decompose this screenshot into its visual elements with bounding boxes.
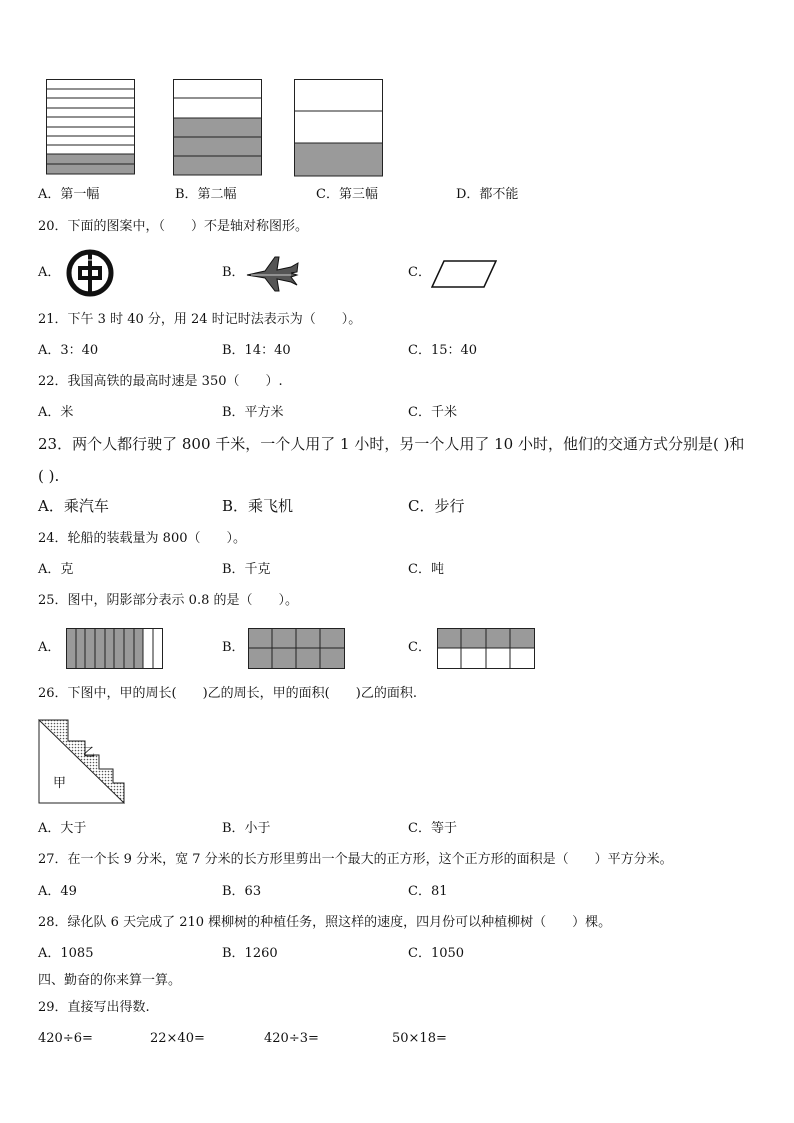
q26-figure [38, 719, 126, 805]
q27-option-a[interactable]: A．49 [38, 884, 77, 899]
parallelogram-icon [431, 260, 497, 288]
q23-stem-line1: 23．两个人都行驶了 800 千米，一个人用了 1 小时，另一个人用了 10 小时，他们的交通方式分别是( )和 [38, 435, 745, 453]
q26-label-yi: 乙 [83, 745, 96, 759]
q21-option-b[interactable]: B．14：40 [222, 343, 291, 358]
q25-option-c[interactable]: C． [408, 640, 431, 655]
q28-option-b[interactable]: B．1260 [222, 946, 278, 961]
q26-option-c[interactable]: C．等于 [408, 821, 457, 836]
q26-option-b[interactable]: B．小于 [222, 821, 271, 836]
q19-option-a[interactable]: A．第一幅 [38, 187, 100, 202]
q28-option-c[interactable]: C．1050 [408, 946, 465, 961]
q19-option-d[interactable]: D．都不能 [456, 187, 519, 202]
q27-stem: 27．在一个长 9 分米，宽 7 分米的长方形里剪出一个最大的正方形，这个正方形的面积是（ ）平方分米。 [38, 852, 673, 867]
q21-stem: 21．下午 3 时 40 分，用 24 时记时法表示为（ ）。 [38, 312, 362, 327]
q27-option-c[interactable]: C．81 [408, 884, 448, 899]
q23-option-c[interactable]: C．步行 [408, 497, 465, 515]
q25-figure-a [66, 628, 164, 670]
q29-item-1: 420÷6= [38, 1031, 93, 1046]
q28-option-a[interactable]: A．1085 [38, 946, 94, 961]
q20-option-a[interactable]: A． [38, 265, 61, 280]
q25-figure-c [437, 628, 536, 670]
q29-item-3: 420÷3= [264, 1031, 319, 1046]
q19-option-b[interactable]: B．第二幅 [175, 187, 237, 202]
bank-logo-icon [64, 248, 116, 298]
q19-figure-3 [294, 79, 384, 177]
q23-option-b[interactable]: B．乘飞机 [222, 497, 294, 515]
q25-option-a[interactable]: A． [38, 640, 61, 655]
q24-option-c[interactable]: C．吨 [408, 562, 444, 577]
q20-option-c[interactable]: C． [408, 265, 431, 280]
q19-figure-1 [46, 79, 136, 175]
q22-stem: 22．我国高铁的最高时速是 350（ ）. [38, 374, 283, 389]
q23-stem-line2: ( ). [38, 467, 60, 485]
q20-stem: 20．下面的图案中，（ ）不是轴对称图形。 [38, 219, 309, 234]
q24-stem: 24．轮船的装载量为 800（ ）。 [38, 531, 246, 546]
q19-figure-2 [173, 79, 263, 176]
q26-label-jia: 甲 [53, 776, 67, 791]
q28-stem: 28．绿化队 6 天完成了 210 棵柳树的种植任务，照这样的速度，四月份可以种植柳树（ ）棵。 [38, 915, 612, 930]
q23-option-a[interactable]: A．乘汽车 [38, 497, 109, 515]
section-4-title: 四、勤奋的你来算一算。 [38, 973, 182, 988]
q22-option-a[interactable]: A．米 [38, 405, 74, 420]
q21-option-c[interactable]: C．15：40 [408, 343, 478, 358]
q22-option-b[interactable]: B．平方米 [222, 405, 284, 420]
q21-option-a[interactable]: A．3：40 [38, 343, 99, 358]
q19-option-c[interactable]: C．第三幅 [316, 187, 378, 202]
q29-item-2: 22×40= [150, 1031, 205, 1046]
q29-stem: 29．直接写出得数. [38, 1000, 150, 1015]
q20-option-b[interactable]: B． [222, 265, 245, 280]
fighter-jet-icon [245, 254, 299, 294]
q25-figure-b [248, 628, 346, 670]
q22-option-c[interactable]: C．千米 [408, 405, 457, 420]
q24-option-b[interactable]: B．千克 [222, 562, 271, 577]
q25-stem: 25．图中，阴影部分表示 0.8 的是（ ）。 [38, 593, 298, 608]
q26-option-a[interactable]: A．大于 [38, 821, 87, 836]
q25-option-b[interactable]: B． [222, 640, 245, 655]
q26-stem: 26．下图中，甲的周长( )乙的周长，甲的面积( )乙的面积. [38, 686, 417, 701]
q24-option-a[interactable]: A．克 [38, 562, 74, 577]
q27-option-b[interactable]: B．63 [222, 884, 262, 899]
q29-item-4: 50×18= [392, 1031, 447, 1046]
